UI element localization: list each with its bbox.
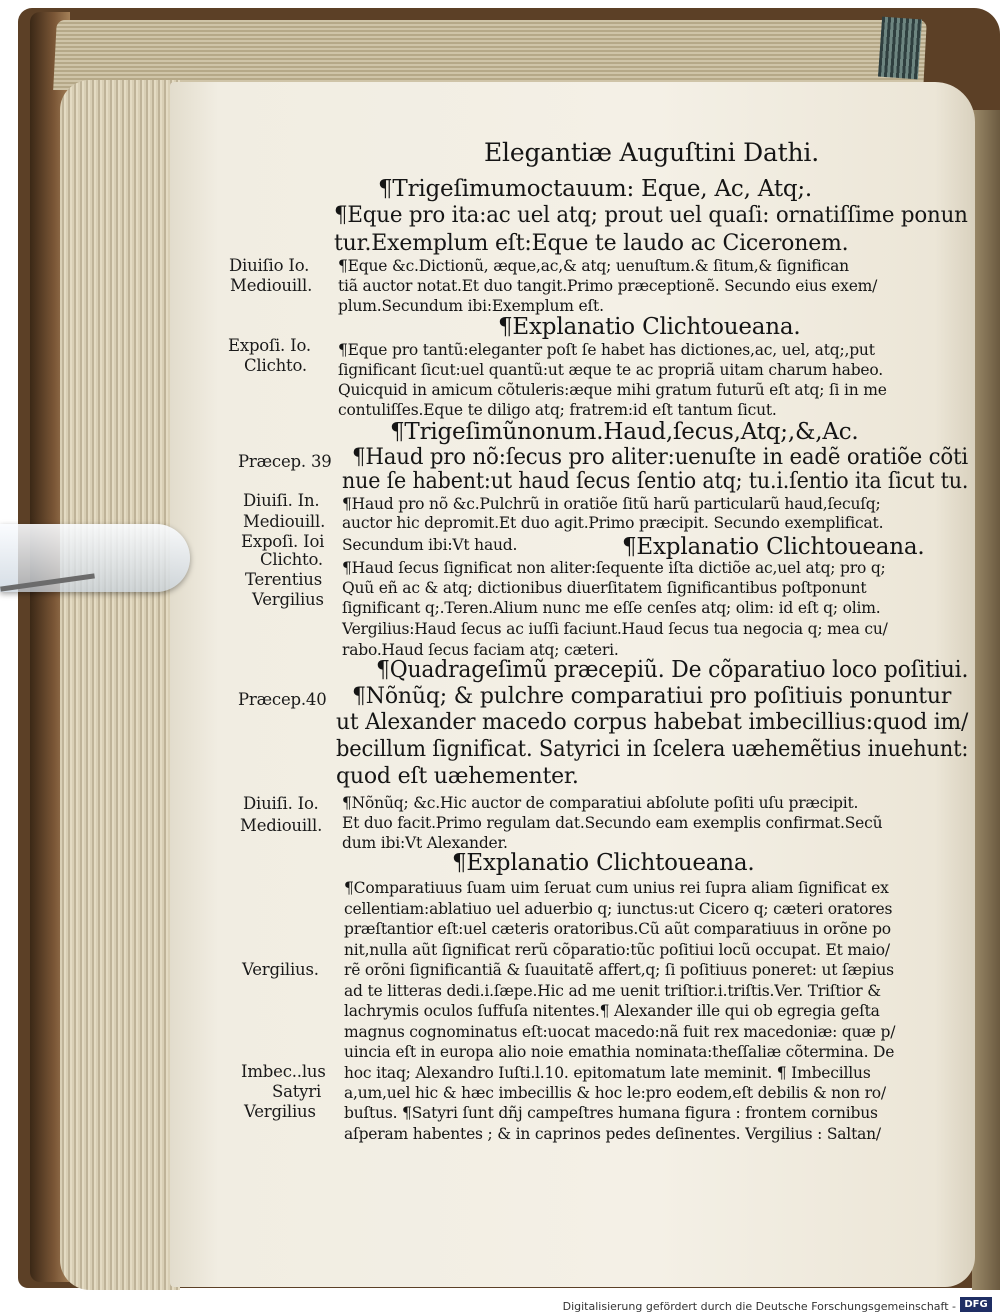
text-line: a,um,uel hic & hæc imbecillis & hoc le:pro eodem,eſt debilis & non ro/	[344, 1084, 886, 1102]
text-line: aſperam habentes ; & in caprinos pedes deſinentes. Vergilius : Saltan/	[344, 1125, 881, 1143]
text-line: nit,nulla aũt ſignificat rerũ cõparatio:tũc poſitiui locũ occupat. Et maio/	[344, 941, 890, 959]
margin-note: Mediouill.	[230, 276, 313, 295]
text-line: uincia eſt in europa alio noie emathia nominata:theſſaliæ cõtermina. De	[344, 1043, 895, 1061]
margin-note: Expoſi. Ioi	[241, 532, 325, 551]
text-line: tur.Exemplum eſt:Eque te laudo ac Ciceronem.	[334, 231, 849, 256]
text-line: Quicquid in amicum cõtuleris:æque mihi gratum futurũ eſt atq; ſi in me	[338, 381, 887, 399]
text-line: becillum ſignificat. Satyrici in ſcelera uæhemẽtius inuehunt:	[336, 737, 969, 762]
funding-credit: Digitalisierung gefördert durch die Deutsche Forschungsgemeinschaft -	[562, 1300, 956, 1313]
margin-note: Clichto.	[244, 356, 307, 375]
section-heading: ¶Quadrageſimũ præcepiũ. De cõparatiuo loco poſitiui.	[376, 657, 969, 683]
section-heading: ¶Explanatio Clichtoueana.	[498, 314, 801, 340]
text-line: ¶Nõnũq; &c.Hic auctor de comparatiui abſolute poſiti uſu præcipit.	[342, 794, 859, 812]
section-heading: ¶Trigeſimumoctauum: Eque, Ac, Atq;.	[378, 176, 813, 202]
text-line: ¶Nõnũq; & pulchre comparatiui pro poſitiuis ponuntur	[352, 684, 952, 709]
text-line: rẽ orõni ſignificantiã & ſuauitatẽ affert,q; ſi poſitiuus poneret: ut ſæpius	[344, 961, 894, 979]
text-line: nue ſe habent:ut haud ſecus ſentio atq; tu.i.ſentio ita ſicut tu.	[342, 469, 969, 494]
margin-note: Diuiſi. Io.	[243, 794, 319, 813]
text-line: ¶Eque pro ita:ac uel atq; prout uel quaſi: ornatiſſime ponun	[334, 203, 968, 228]
text-line: Secundum ibi:Vt haud.	[342, 536, 518, 554]
margin-note: Diuiſi. In.	[243, 491, 320, 510]
margin-note: Vergilius	[244, 1102, 316, 1121]
margin-note: Satyri	[272, 1082, 322, 1101]
text-line: ¶Eque pro tantũ:eleganter poſt ſe habet has dictiones,ac, uel, atq;,put	[338, 341, 875, 359]
section-heading: ¶Trigeſimũnonum.Haud,ſecus,Atq;,&,Ac.	[390, 419, 859, 445]
page-top-edges	[53, 20, 927, 90]
margin-note: Vergilius	[252, 590, 324, 609]
margin-note: Mediouill.	[240, 816, 323, 835]
text-line: ſignificant q;.Teren.Alium nunc me eſſe cenſes atq; olim: id eſt q; olim.	[342, 599, 881, 617]
text-line: Vergilius:Haud ſecus ac iuſſi faciunt.Haud ſecus tua negocia q; mea cu/	[342, 620, 888, 638]
text-line: dum ibi:Vt Alexander.	[342, 834, 508, 852]
margin-note: Mediouill.	[243, 512, 326, 531]
section-heading: ¶Explanatio Clichtoueana.	[452, 850, 755, 876]
text-line: ſignificant ſicut:uel quantũ:ut æque te ac propriã uitam charum habeo.	[338, 361, 883, 379]
text-line: quod eſt uæhementer.	[336, 764, 579, 789]
text-line: Et duo facit.Primo regulam dat.Secundo eam exemplis confirmat.Secũ	[342, 814, 883, 832]
text-line: hoc itaq; Alexandro Iuſti.l.10. epitomatum late meminit. ¶ Imbecillus	[344, 1064, 871, 1082]
text-line: ¶Haud pro nõ:ſecus pro aliter:uenuſte in eadẽ oratiõe cõti	[352, 445, 969, 470]
text-line: ¶Eque &c.Dictionũ, æque,ac,& atq; uenuſtum.& ſitum,& ſignifican	[338, 257, 849, 275]
text-line: tiã auctor notat.Et duo tangit.Primo præceptionẽ. Secundo eius exem/	[338, 277, 878, 295]
margin-note: Vergilius.	[242, 960, 319, 979]
margin-note: Expoſi. Io.	[228, 336, 311, 355]
text-line: buſtus. ¶Satyri ſunt dñj campeſtres humana figura : frontem cornibus	[344, 1104, 878, 1122]
margin-note: Imbec..lus	[241, 1062, 326, 1081]
text-line: Quũ eñ ac & atq; dictionibus diuerſitatem ſignificantibus poſtponunt	[342, 579, 867, 597]
text-line: lachrymis oculos ſuffuſa nitentes.¶ Alexander ille qui ob egregia geſta	[344, 1002, 880, 1020]
page-stack	[60, 80, 180, 1290]
margin-note: Præcep.40	[238, 690, 327, 709]
margin-note: Diuiſio Io.	[229, 256, 310, 275]
margin-note: Clichto.	[260, 550, 323, 569]
text-line: auctor hic depromit.Et duo agit.Primo præcipit. Secundo exemplificat.	[342, 514, 884, 532]
text-line: ut Alexander macedo corpus habebat imbecillius:quod im/	[336, 710, 969, 735]
text-line: ¶Comparatiuus ſuam uim ſeruat cum unius rei ſupra aliam ſignificat ex	[344, 879, 889, 897]
section-heading: ¶Explanatio Clichtoueana.	[622, 534, 925, 560]
text-line: præſtantior eſt:uel cæteris oratoribus.Cũ aũt comparatiuus in orõne po	[344, 920, 891, 938]
text-line: magnus cognominatus eſt:uocat macedo:nã fuit rex macedoniæ: quæ p/	[344, 1023, 896, 1041]
text-line: rabo.Haud ſecus faciam atq; cæteri.	[342, 641, 619, 659]
running-header: Elegantiæ Auguſtini Dathi.	[484, 138, 819, 167]
text-line: ¶Haud ſecus ſignificat non aliter:ſequente iſta dictiõe ac,uel atq; pro q;	[342, 559, 886, 577]
margin-note: Terentius	[245, 570, 322, 589]
dfg-logo: DFG	[960, 1297, 992, 1312]
text-line: cellentiam:ablatiuo uel aduerbio q; iunctus:ut Cicero q; cæteri oratores	[344, 900, 893, 918]
text-line: ¶Haud pro nõ &c.Pulchrũ in oratiõe ſitũ harũ particularũ haud,ſecuſq;	[342, 495, 881, 513]
text-line: ad te litteras dedi.i.ſæpe.Hic ad me uenit triſtior.i.triſtis.Ver. Triſtior &	[344, 982, 881, 1000]
text-line: contuliſſes.Eque te diligo atq; fratrem:id eſt tantum ſicut.	[338, 401, 777, 419]
cover-right-edge	[972, 110, 1000, 1290]
text-line: plum.Secundum ibi:Exemplum eſt.	[338, 297, 604, 315]
margin-note: Præcep. 39	[238, 452, 332, 471]
bookmark-ribbon	[878, 17, 922, 80]
